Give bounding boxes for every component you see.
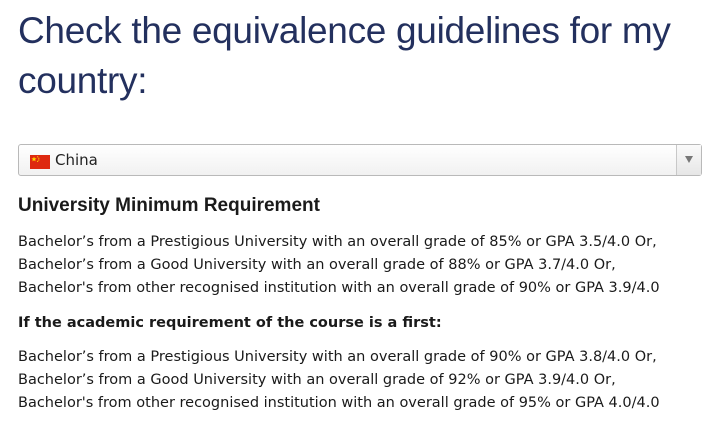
requirement-line: Bachelor’s from a Prestigious University with an overall grade of 85% or GPA 3.5/4.0 Or, <box>18 234 657 250</box>
country-select-value: China <box>55 151 98 169</box>
minimum-requirement-heading: University Minimum Requirement <box>18 195 320 216</box>
first-requirement-heading: If the academic requirement of the course is a first: <box>18 315 442 331</box>
requirement-line: Bachelor’s from a Good University with an overall grade of 88% or GPA 3.7/4.0 Or, <box>18 257 616 273</box>
requirement-line: Bachelor’s from a Good University with an overall grade of 92% or GPA 3.9/4.0 Or, <box>18 372 616 388</box>
page-title: Check the equivalence guidelines for my country: <box>18 10 671 101</box>
minimum-requirement-list <box>18 231 718 300</box>
requirement-line: Bachelor's from other recognised institution with an overall grade of 95% or GPA 4.0/4.0 <box>18 395 660 411</box>
requirement-line: Bachelor’s from a Prestigious University with an overall grade of 90% or GPA 3.8/4.0 Or, <box>18 349 657 365</box>
china-flag-icon <box>30 154 50 168</box>
caret-down-icon <box>685 156 693 163</box>
first-requirement-list <box>18 346 718 415</box>
dropdown-toggle[interactable] <box>676 145 701 175</box>
requirement-line: Bachelor's from other recognised institution with an overall grade of 90% or GPA 3.9/4.0 <box>18 280 660 296</box>
country-select[interactable] <box>18 144 702 176</box>
